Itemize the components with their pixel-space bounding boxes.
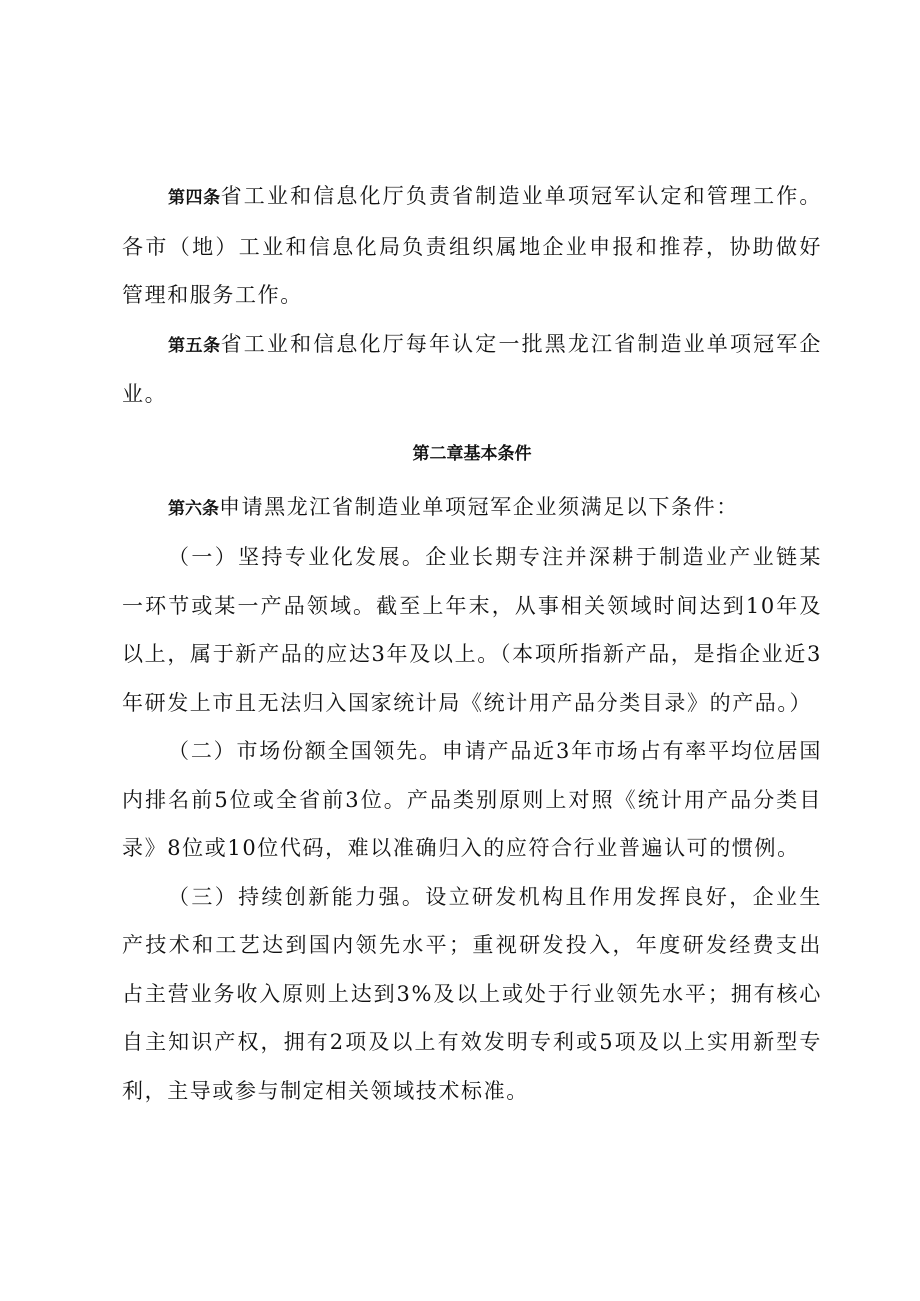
article-4-label: 第四条: [168, 188, 221, 208]
article-4: [122, 172, 822, 320]
condition-item-2: （二）市场份额全国领先。申请产品近3年市场占有率平均位居国内排名前5位或全省前3位。产品类别原则上对照《统计用产品分类目录》8位或10位代码，难以准确归入的应符合行业普遍认可的惯例。: [122, 739, 822, 860]
article-6-label: 第六条: [168, 498, 219, 519]
document-page: [122, 172, 822, 1115]
article-6: [122, 483, 822, 534]
article-4-text: 省工业和信息化厅负责省制造业单项冠军认定和管理工作。各市（地）工业和信息化局负责组织属地企业申报和推荐，协助做好管理和服务工作。: [122, 184, 822, 307]
article-6-text: 申请黑龙江省制造业单项冠军企业须满足以下条件：: [219, 494, 739, 519]
article-5-text: 省工业和信息化厅每年认定一批黑龙江省制造业单项冠军企业。: [122, 331, 822, 406]
condition-item-1: （一）坚持专业化发展。企业长期专注并深耕于制造业产业链某一环节或某一产品领域。截至上年末，从事相关领域时间达到10年及以上，属于新产品的应达3年及以上。（本项所指新产品，是指企业近3年研发上市且无法归入国家统计局《统计用产品分类目录》的产品。）: [122, 545, 822, 715]
article-5-label: 第五条: [168, 335, 221, 356]
condition-item-3: （三）持续创新能力强。设立研发机构且作用发挥良好，企业生产技术和工艺达到国内领先水平；重视研发投入，年度研发经费支出占主营业务收入原则上达到3%及以上或处于行业领先水平；拥有核心自主知识产权，拥有2项及以上有效发明专利或5项及以上实用新型专利，主导或参与制定相关领域技术标准。: [122, 884, 822, 1103]
article-5: [122, 320, 822, 419]
chapter-2-heading: 第二章基本条件: [412, 443, 532, 464]
